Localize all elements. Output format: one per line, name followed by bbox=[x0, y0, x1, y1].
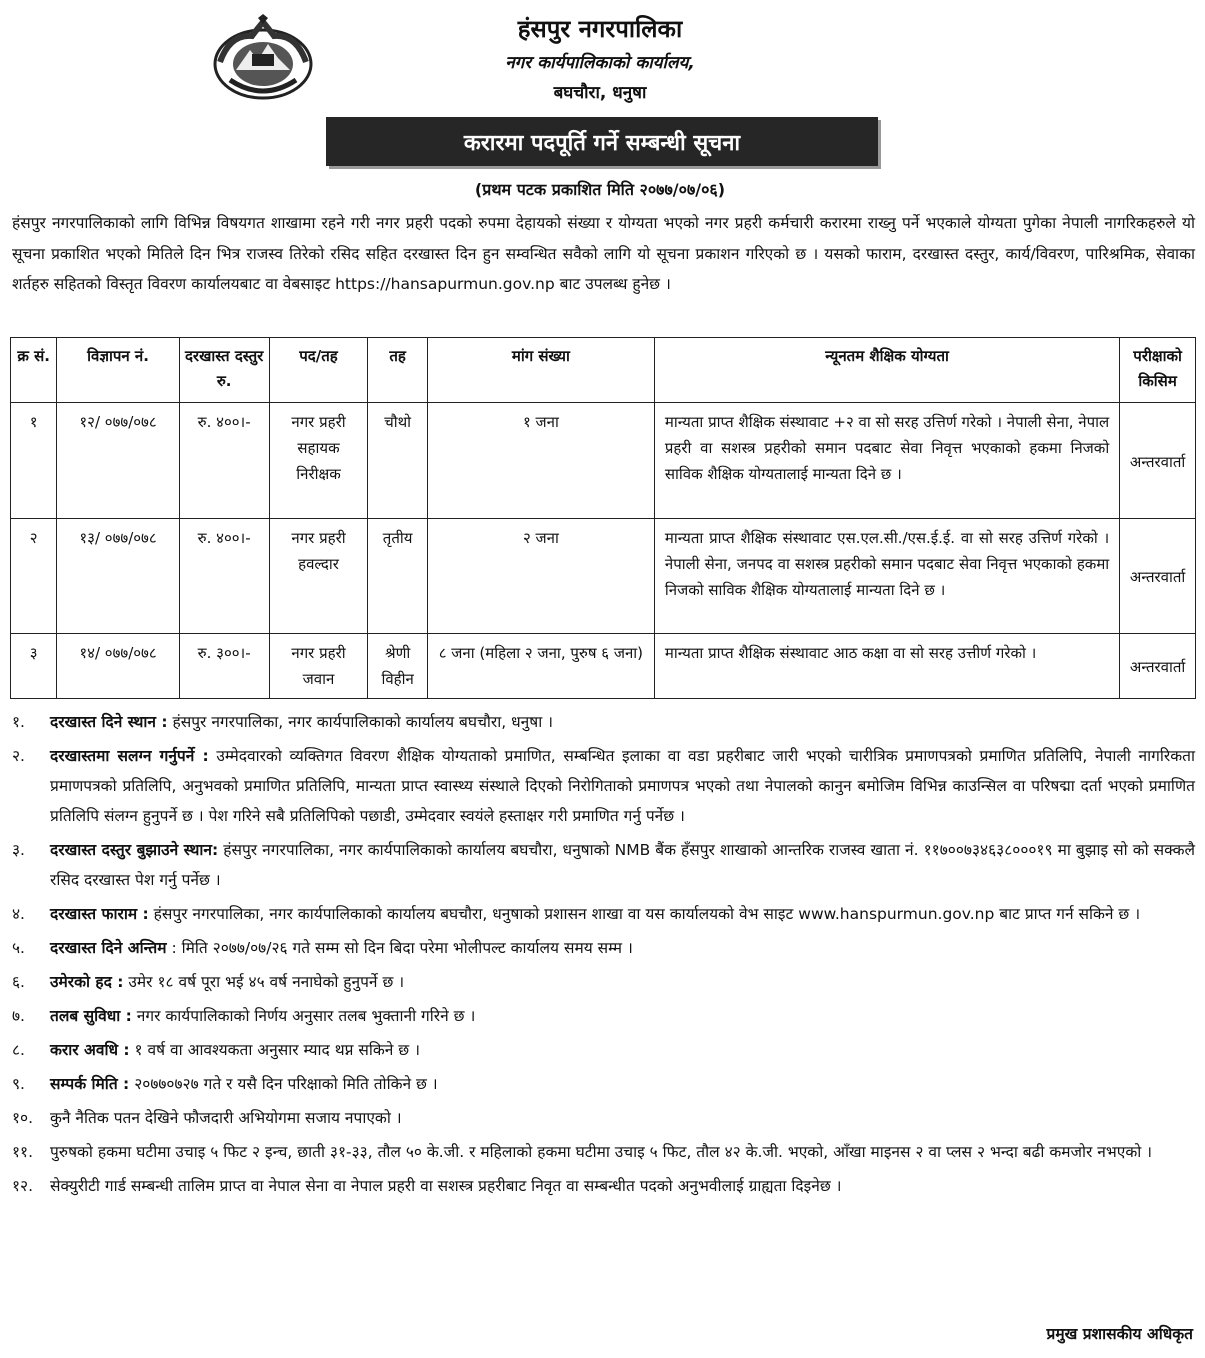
condition-text: उमेर १८ वर्ष पूरा भई ४५ वर्ष ननाघेको हुनुपर्ने छ । bbox=[123, 973, 405, 991]
condition-text: कुनै नैतिक पतन देखिने फौजदारी अभियोगमा सजाय नपाएको । bbox=[50, 1109, 402, 1127]
cell-qualification: मान्यता प्राप्त शैक्षिक संस्थावाट +२ वा सो सरह उत्तिर्ण गरेको । नेपाली सेना, नेपाल प्रहरी वा सशस्त्र प्रहरीको समान पदबाट सेवा निवृत्त भएकाको हकमा निजको साविक शैक्षिक योग्यतालाई मान्यता दिने छ । bbox=[654, 403, 1119, 519]
condition-number: ३. bbox=[12, 841, 25, 859]
cell-post: नगर प्रहरी जवान bbox=[269, 634, 368, 699]
office-location: बघचौरा, धनुषा bbox=[553, 83, 647, 103]
condition-label: दरखास्त दस्तुर बुझाउने स्थान: bbox=[50, 841, 219, 859]
cell-fee: रु. ४००।- bbox=[179, 403, 269, 519]
condition-text: हंसपुर नगरपालिका, नगर कार्यपालिकाको कार्यालय बघचौरा, धनुषाको NMB बैंक हँसपुर शाखाको आन्तरिक राजस्व खाता नं. ११७००७३४६३८०००१९ मा बुझाइ सो को सक्कलै रसिद दरखास्त पेश गर्नु पर्नेछ । bbox=[50, 841, 1195, 889]
condition-text: २०७७०७२७ गते र यसै दिन परिक्षाको मिति तोकिने छ । bbox=[129, 1075, 438, 1093]
col-header-sn: क्र सं. bbox=[11, 338, 57, 403]
list-item bbox=[12, 1171, 1195, 1201]
condition-number: ५. bbox=[12, 939, 25, 957]
cell-level: तृतीय bbox=[368, 519, 428, 634]
cell-demand: १ जना bbox=[427, 403, 654, 519]
condition-label: दरखास्त दिने स्थान : bbox=[50, 713, 168, 731]
list-item bbox=[12, 899, 1195, 929]
list-item bbox=[12, 741, 1195, 831]
condition-text: पुरुषको हकमा घटीमा उचाइ ५ फिट २ इन्च, छाती ३१-३३, तौल ५० के.जी. र महिलाको हकमा घटीमा उचाइ ५ फिट, तौल ४२ के.जी. भएको, आँखा माइनस २ वा प्लस २ भन्दा बढी कमजोर नभएको । bbox=[50, 1143, 1153, 1161]
cell-sn: २ bbox=[11, 519, 57, 634]
vacancy-table bbox=[10, 337, 1196, 699]
cell-post: नगर प्रहरी सहायक निरीक्षक bbox=[269, 403, 368, 519]
cell-demand: २ जना bbox=[427, 519, 654, 634]
table-header-row bbox=[11, 338, 1196, 403]
condition-text: : मिति २०७७/०७/२६ गते सम्म सो दिन बिदा परेमा भोलीपल्ट कार्यालय समय सम्म । bbox=[166, 939, 633, 957]
condition-label: दरखास्तमा सलग्न गर्नुपर्ने : bbox=[50, 747, 209, 765]
signature-designation: प्रमुख प्रशासकीय अधिकृत bbox=[1046, 1325, 1193, 1343]
list-item bbox=[12, 707, 1195, 737]
cell-adv-no: १३/ ०७७/०७८ bbox=[57, 519, 179, 634]
cell-exam: अन्तरवार्ता bbox=[1120, 634, 1196, 699]
list-item bbox=[12, 835, 1195, 895]
col-header-post: पद/तह bbox=[269, 338, 368, 403]
list-item bbox=[12, 1103, 1195, 1133]
condition-text: हंसपुर नगरपालिका, नगर कार्यपालिकाको कार्यालय बघचौरा, धनुषा । bbox=[167, 713, 554, 731]
cell-level: श्रेणी विहीन bbox=[368, 634, 428, 699]
condition-label: उमेरको हद : bbox=[50, 973, 124, 991]
table-row bbox=[11, 634, 1196, 699]
cell-adv-no: १४/ ०७७/०७८ bbox=[57, 634, 179, 699]
table-row bbox=[11, 519, 1196, 634]
cell-qualification: मान्यता प्राप्त शैक्षिक संस्थावाट एस.एल.सी./एस.ई.ई. वा सो सरह उत्तिर्ण गरेको । नेपाली सेना, जनपद वा सशस्त्र प्रहरीको समान पदबाट सेवा निवृत्त भएकाको हकमा निजको साविक शैक्षिक योग्यतालाई मान्यता दिने छ । bbox=[654, 519, 1119, 634]
condition-number: १. bbox=[12, 713, 25, 731]
condition-number: २. bbox=[12, 747, 25, 765]
cell-exam: अन्तरवार्ता bbox=[1120, 403, 1196, 519]
cell-demand: ८ जना (महिला २ जना, पुरुष ६ जना) bbox=[427, 634, 654, 699]
list-item bbox=[12, 1137, 1195, 1167]
condition-number: ६. bbox=[12, 973, 25, 991]
cell-sn: ३ bbox=[11, 634, 57, 699]
condition-number: १२. bbox=[12, 1177, 34, 1195]
col-header-exam: परीक्षाको किसिम bbox=[1120, 338, 1196, 403]
cell-adv-no: १२/ ०७७/०७८ bbox=[57, 403, 179, 519]
list-item bbox=[12, 1001, 1195, 1031]
cell-post: नगर प्रहरी हवल्दार bbox=[269, 519, 368, 634]
cell-qualification: मान्यता प्राप्त शैक्षिक संस्थावाट आठ कक्षा वा सो सरह उत्तीर्ण गरेको । bbox=[654, 634, 1119, 699]
cell-fee: रु. ३००।- bbox=[179, 634, 269, 699]
list-item bbox=[12, 1035, 1195, 1065]
condition-text: १ वर्ष वा आवश्यकता अनुसार म्याद थप्न सकिने छ । bbox=[129, 1041, 420, 1059]
condition-number: ७. bbox=[12, 1007, 25, 1025]
list-item bbox=[12, 967, 1195, 997]
intro-paragraph: हंसपुर नगरपालिकाको लागि विभिन्न विषयगत शाखामा रहने गरी नगर प्रहरी पदको रुपमा देहायको संख्या र योग्यता भएको नगर प्रहरी कर्मचारी करारमा राख्नु पर्ने भएकाले योग्यता पुगेका नेपाली नागरिकहरुले यो सूचना प्रकाशित भएको मितिले दिन भित्र राजस्व तिरेको रसिद सहित दरखास्त दिन हुन सम्वन्धित सवैको लागि यो सूचना प्रकाशन गरिएको छ । यसको फाराम, दरखास्त दस्तुर, कार्य/विवरण, पारिश्रमिक, सेवाका शर्तहरु सहितको विस्तृत विवरण कार्यालयबाट वा वेबसाइट https://hansapurmun.gov.np बाट उपलब्ध हुनेछ । bbox=[12, 214, 1195, 293]
condition-number: ११. bbox=[12, 1143, 34, 1161]
nepal-government-emblem-icon bbox=[212, 14, 314, 104]
condition-label: करार अवधि : bbox=[50, 1041, 130, 1059]
conditions-list bbox=[12, 707, 1195, 1205]
condition-text: उम्मेदवारको व्यक्तिगत विवरण शैक्षिक योग्यताको प्रमाणित, सम्बन्धित इलाका वा वडा प्रहरीबाट जारी भएको चारीत्रिक प्रमाणपत्रको प्रमाणित प्रतिलिपि, नेपाली नागरिकता प्रमाणपत्रको प्रतिलिपि, अनुभवको प्रमाणित प्रतिलिपि, मान्यता प्राप्त स्वास्थ्य संस्थाले दिएको निरोगिताको प्रमाणपत्र भएको तथा नेपालको कानुन बमोजिम विभिन्न काउन्सिल वा परिषद्मा दर्ता भएको प्रमाणित प्रतिलिपि संलग्न हुनुपर्ने छ । पेश गरिने सबै प्रतिलिपिको पछाडी, उम्मेदवार स्वयंले हस्ताक्षर गरी प्रमाणित गर्नु पर्नेछ । bbox=[50, 747, 1195, 825]
published-date: (प्रथम पटक प्रकाशित मिति २०७७/०७/०६) bbox=[474, 180, 726, 199]
notice-title: करारमा पदपूर्ति गर्ने सम्बन्धी सूचना bbox=[326, 117, 878, 166]
list-item bbox=[12, 933, 1195, 963]
office-name: नगर कार्यपालिकाको कार्यालय, bbox=[505, 53, 695, 73]
condition-text: हंसपुर नगरपालिका, नगर कार्यपालिकाको कार्यालय बघचौरा, धनुषाको प्रशासन शाखा वा यस कार्यालयको वेभ साइट www.hanspurmun.gov.np बाट प्राप्त गर्न सकिने छ । bbox=[148, 905, 1141, 923]
col-header-level: तह bbox=[368, 338, 428, 403]
condition-label: दरखास्त फाराम : bbox=[50, 905, 149, 923]
list-item bbox=[12, 1069, 1195, 1099]
table-row bbox=[11, 403, 1196, 519]
col-header-adv-no: विज्ञापन नं. bbox=[57, 338, 179, 403]
condition-label: तलब सुविधा : bbox=[50, 1007, 132, 1025]
municipality-name: हंसपुर नगरपालिका bbox=[517, 15, 683, 43]
cell-sn: १ bbox=[11, 403, 57, 519]
cell-exam: अन्तरवार्ता bbox=[1120, 519, 1196, 634]
condition-text: सेक्युरीटी गार्ड सम्बन्धी तालिम प्राप्त वा नेपाल सेना वा नेपाल प्रहरी वा सशस्त्र प्रहरीबाट निवृत वा सम्बन्धीत पदको अनुभवीलाई ग्राह्यता दिइनेछ । bbox=[50, 1177, 842, 1195]
cell-fee: रु. ४००।- bbox=[179, 519, 269, 634]
condition-number: ८. bbox=[12, 1041, 25, 1059]
condition-text: नगर कार्यपालिकाको निर्णय अनुसार तलब भुक्तानी गरिने छ । bbox=[131, 1007, 476, 1025]
condition-label: दरखास्त दिने अन्तिम bbox=[50, 939, 167, 957]
col-header-fee: दरखास्त दस्तुर रु. bbox=[179, 338, 269, 403]
condition-number: ९. bbox=[12, 1075, 25, 1093]
col-header-qualification: न्यूनतम शैक्षिक योग्यता bbox=[654, 338, 1119, 403]
cell-level: चौथो bbox=[368, 403, 428, 519]
col-header-demand: मांग संख्या bbox=[427, 338, 654, 403]
condition-label: सम्पर्क मिति : bbox=[50, 1075, 130, 1093]
condition-number: १०. bbox=[12, 1109, 34, 1127]
condition-number: ४. bbox=[12, 905, 25, 923]
